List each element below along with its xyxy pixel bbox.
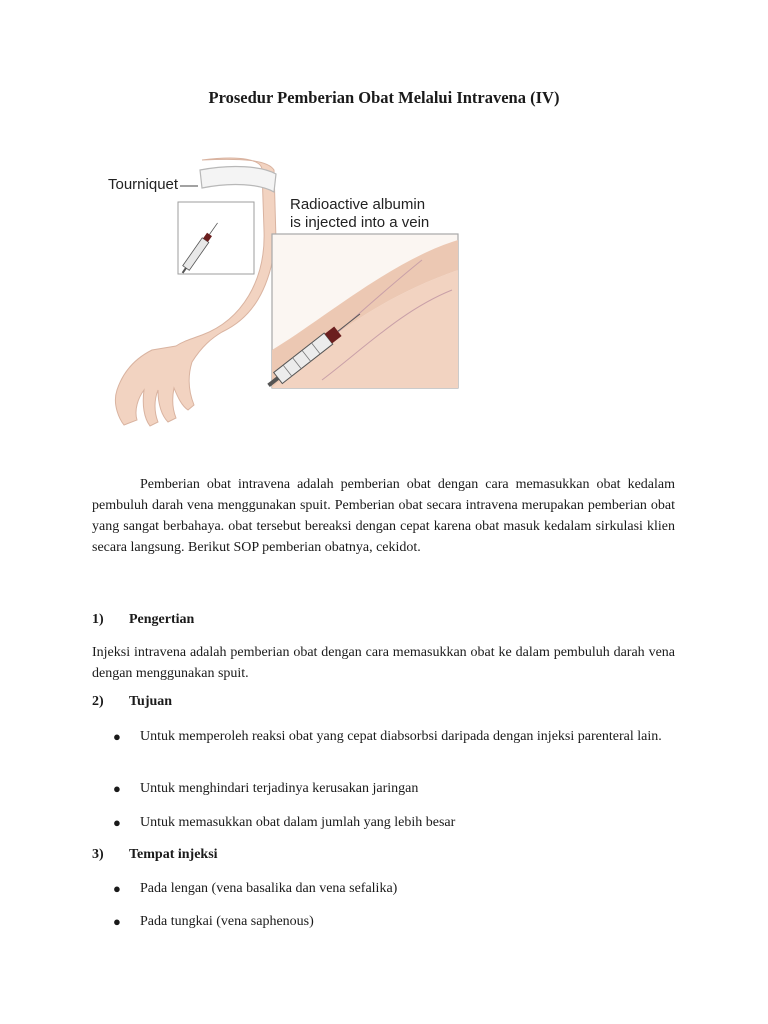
bullet-icon: ● (113, 729, 121, 744)
section-number: 1) (92, 612, 104, 627)
section-heading-tujuan (92, 694, 172, 710)
bullet-icon: ● (113, 781, 121, 796)
list-item-text: Pada lengan (vena basalika dan vena sefalika) (140, 881, 398, 896)
section-heading-text: Tempat injeksi (129, 847, 218, 862)
injection-label-line1: Radioactive albumin (290, 196, 426, 213)
list-item (113, 778, 675, 799)
tourniquet-band (200, 167, 276, 192)
section-number: 3) (92, 847, 104, 862)
iv-injection-illustration (92, 150, 472, 440)
list-item (113, 911, 675, 932)
list-item (113, 878, 675, 899)
list-item (113, 726, 675, 747)
intro-paragraph: Pemberian obat intravena adalah pemberian obat dengan cara memasukkan obat kedalam pembuluh darah vena menggunakan spuit. Pemberian obat secara intravena merupakan pemberian obat yang sangat berbahaya. obat tersebut bereaksi dengan cepat karena obat masuk kedalam sirkulasi klien secara langsung. Berikut SOP pemberian obatnya, cekidot. (92, 477, 675, 555)
arm-shape (115, 158, 276, 426)
syringe-small-icon (179, 221, 221, 276)
list-item (113, 812, 675, 833)
list-item-text: Untuk memasukkan obat dalam jumlah yang lebih besar (140, 815, 456, 830)
list-item-text: Pada tungkai (vena saphenous) (140, 914, 314, 929)
list-item-text: Untuk menghindari terjadinya kerusakan jaringan (140, 781, 419, 796)
section-heading-pengertian (92, 612, 194, 628)
tourniquet-label: Tourniquet (108, 176, 179, 193)
bullet-icon: ● (113, 815, 121, 830)
section-number: 2) (92, 694, 104, 709)
section-heading-tempat-injeksi (92, 847, 218, 863)
pengertian-paragraph: Injeksi intravena adalah pemberian obat dengan cara memasukkan obat ke dalam pembuluh darah vena dengan menggunakan spuit. (92, 645, 675, 681)
bullet-icon: ● (113, 914, 121, 929)
injection-label-line2: is injected into a vein (290, 214, 430, 231)
page-title: Prosedur Pemberian Obat Melalui Intravena (IV) (208, 88, 560, 107)
section-heading-text: Tujuan (129, 694, 173, 709)
arm-illustration (92, 150, 472, 440)
section-heading-text: Pengertian (129, 612, 195, 627)
bullet-icon: ● (113, 881, 121, 896)
list-item-text: Untuk memperoleh reaksi obat yang cepat diabsorbsi daripada dengan injeksi parenteral lain. (140, 729, 662, 744)
